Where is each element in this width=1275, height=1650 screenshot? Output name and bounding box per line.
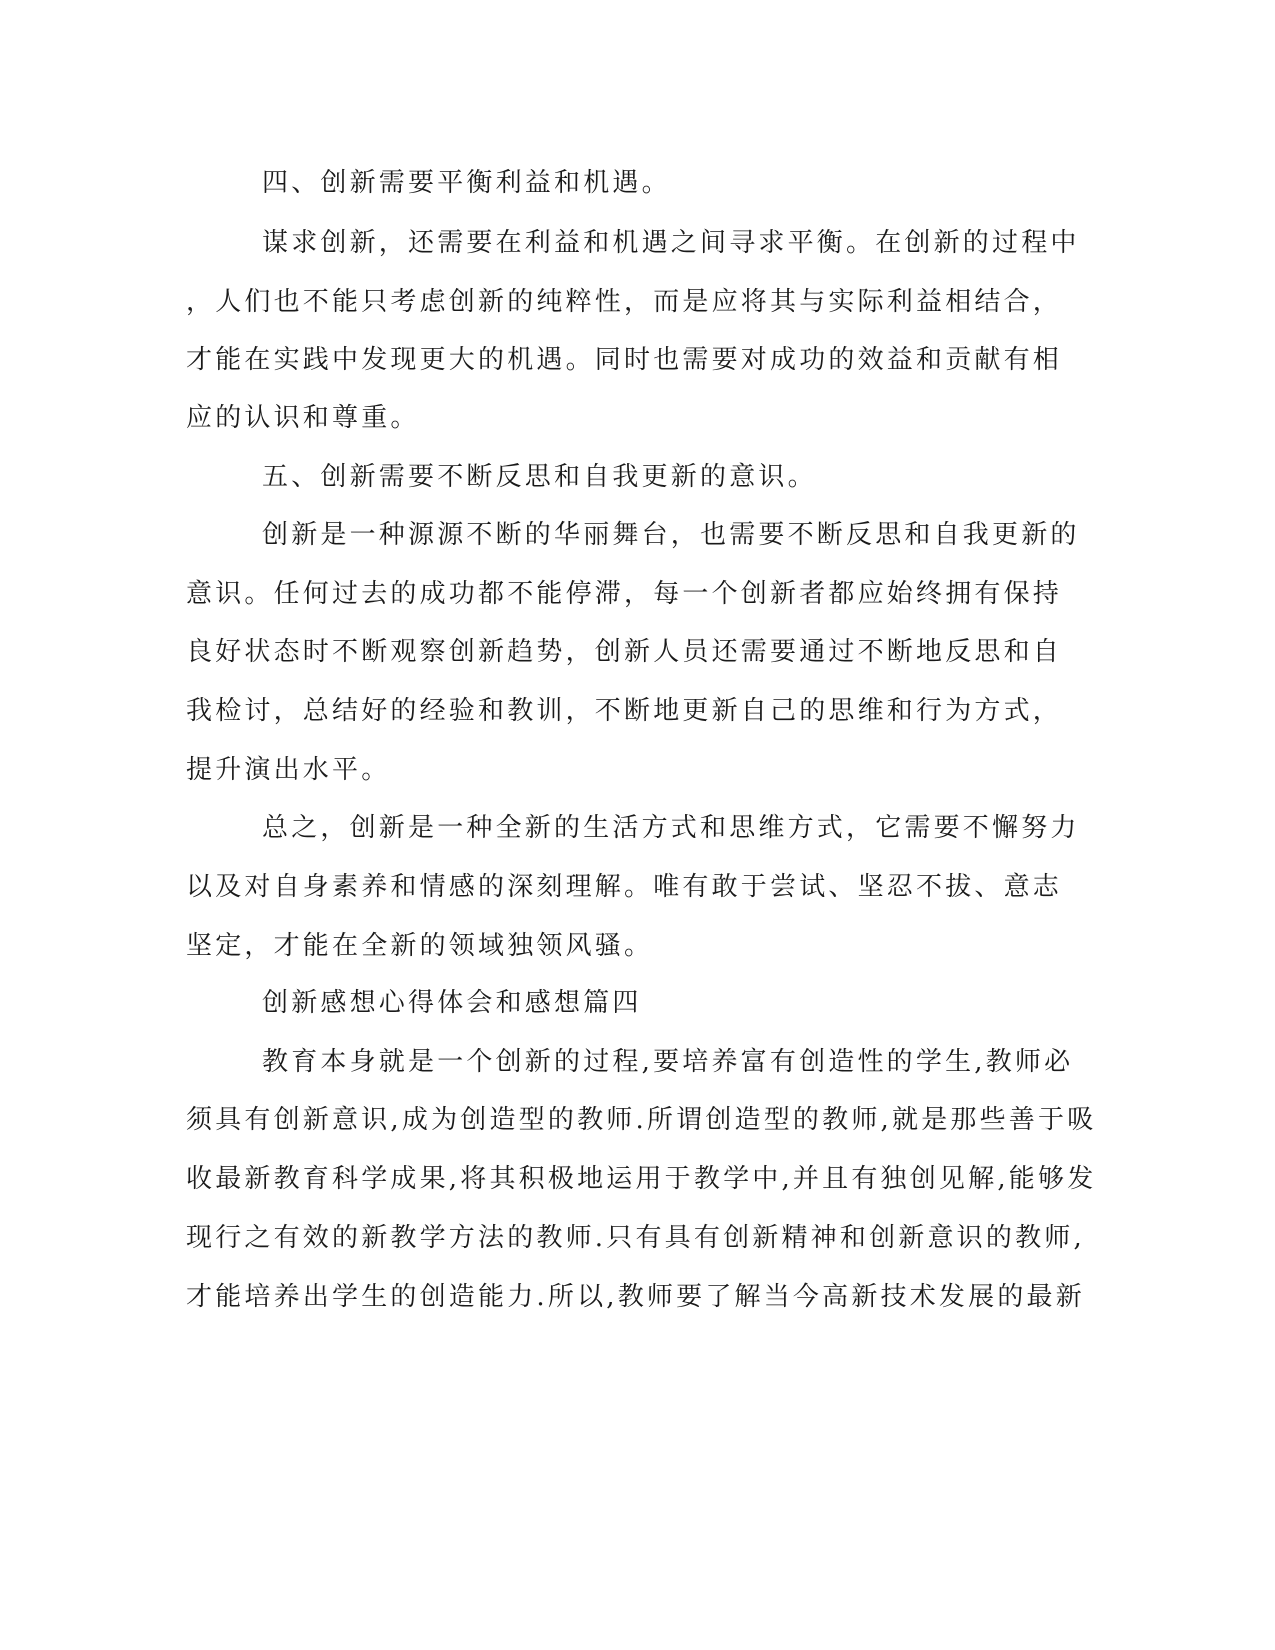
paragraph-line: 才能培养出学生的创造能力.所以,教师要了解当今高新技术发展的最新 bbox=[186, 1282, 1085, 1312]
section-heading-4: 四、创新需要平衡利益和机遇。 bbox=[262, 168, 671, 198]
paragraph-line: 应的认识和尊重。 bbox=[186, 403, 420, 433]
paragraph-line: 须具有创新意识,成为创造型的教师.所谓创造型的教师,就是那些善于吸 bbox=[186, 1105, 1097, 1135]
paragraph-line: 谋求创新，还需要在利益和机遇之间寻求平衡。在创新的过程中 bbox=[262, 228, 1080, 258]
section-heading-5: 五、创新需要不断反思和自我更新的意识。 bbox=[262, 462, 817, 492]
paragraph-line: ，人们也不能只考虑创新的纯粹性，而是应将其与实际利益相结合， bbox=[186, 287, 1063, 317]
paragraph-line: 总之，创新是一种全新的生活方式和思维方式，它需要不懈努力 bbox=[262, 813, 1080, 843]
paragraph-line: 提升演出水平。 bbox=[186, 755, 391, 785]
paragraph-line: 意识。任何过去的成功都不能停滞，每一个创新者都应始终拥有保持 bbox=[186, 579, 1063, 609]
paragraph-line: 教育本身就是一个创新的过程,要培养富有创造性的学生,教师必 bbox=[262, 1047, 1074, 1077]
paragraph-line: 收最新教育科学成果,将其积极地运用于教学中,并且有独创见解,能够发 bbox=[186, 1164, 1097, 1194]
paragraph-line: 才能在实践中发现更大的机遇。同时也需要对成功的效益和贡献有相 bbox=[186, 345, 1063, 375]
paragraph-line: 以及对自身素养和情感的深刻理解。唯有敢于尝试、坚忍不拔、意志 bbox=[186, 872, 1063, 902]
paragraph-line: 良好状态时不断观察创新趋势，创新人员还需要通过不断地反思和自 bbox=[186, 637, 1063, 667]
article-heading: 创新感想心得体会和感想篇四 bbox=[262, 988, 642, 1018]
paragraph-line: 现行之有效的新教学方法的教师.只有具有创新精神和创新意识的教师, bbox=[186, 1223, 1085, 1253]
paragraph-line: 创新是一种源源不断的华丽舞台，也需要不断反思和自我更新的 bbox=[262, 520, 1080, 550]
paragraph-line: 我检讨，总结好的经验和教训，不断地更新自己的思维和行为方式， bbox=[186, 696, 1063, 726]
paragraph-line: 坚定，才能在全新的领域独领风骚。 bbox=[186, 931, 654, 961]
